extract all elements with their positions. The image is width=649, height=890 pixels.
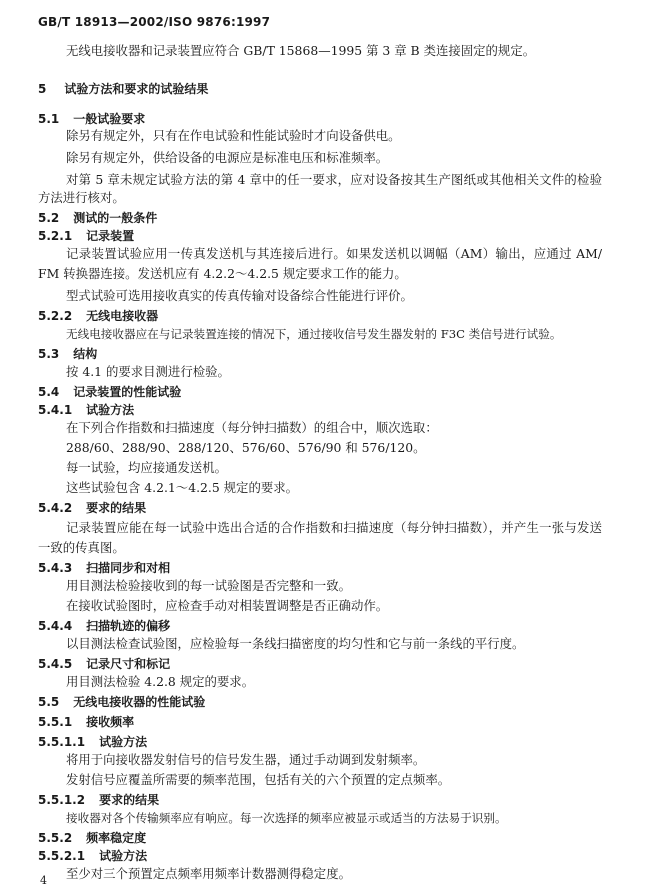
section-heading-5-5-1-2 bbox=[38, 792, 159, 808]
section-number: 5.5.1 bbox=[38, 715, 73, 729]
paragraph-line: 以目测法检查试验图，应检验每一条线扫描密度的均匀性和它与前一条线的平行度。 bbox=[66, 636, 525, 651]
section-heading-5-5-2 bbox=[38, 830, 146, 846]
section-title: 接收频率 bbox=[86, 715, 135, 729]
paragraph-line: 用目测法检验 4.2.8 规定的要求。 bbox=[66, 674, 255, 689]
section-number: 5.5.1.2 bbox=[38, 793, 86, 807]
paragraph-line: 无线电接收器应在与记录装置连接的情况下，通过接收信号发生器发射的 F3C 类信号进行试验。 bbox=[66, 327, 562, 341]
section-heading-5-2-1 bbox=[38, 228, 134, 244]
paragraph-line: 一致的传真图。 bbox=[38, 540, 125, 555]
paragraph-line: 记录装置应能在每一试验中选出合适的合作指数和扫描速度（每分钟扫描数），并产生一张与发送 bbox=[66, 520, 602, 535]
paragraph-line: 在下列合作指数和扫描速度（每分钟扫描数）的组合中，顺次选取： bbox=[66, 420, 438, 435]
section-heading-5-5-1 bbox=[38, 714, 134, 730]
paragraph-line: 在接收试验图时，应检查手动对相装置调整是否正确动作。 bbox=[66, 598, 389, 613]
section-heading-5-2 bbox=[38, 210, 157, 226]
section-heading-5-4-3 bbox=[38, 560, 170, 576]
section-heading-5-5-2-1 bbox=[38, 848, 147, 864]
section-title: 记录装置 bbox=[86, 229, 135, 243]
section-title: 要求的结果 bbox=[99, 793, 160, 807]
section-title: 无线电接收器的性能试验 bbox=[73, 695, 206, 709]
section-number: 5.3 bbox=[38, 347, 60, 361]
section-title: 频率稳定度 bbox=[86, 831, 147, 845]
paragraph-line: 记录装置试验应用一传真发送机与其连接后进行。如果发送机以调幅（AM）输出，应通过 AM/ bbox=[66, 246, 602, 261]
section-heading-5-5-1-1 bbox=[38, 734, 147, 750]
section-heading-5-4-5 bbox=[38, 656, 170, 672]
section-number: 5 bbox=[38, 82, 47, 96]
section-heading-5-3 bbox=[38, 346, 97, 362]
section-number: 5.2.1 bbox=[38, 229, 73, 243]
paragraph-line: 用目测法检验接收到的每一试验图是否完整和一致。 bbox=[66, 578, 351, 593]
section-number: 5.4.5 bbox=[38, 657, 73, 671]
section-title: 要求的结果 bbox=[86, 501, 147, 515]
section-title: 结构 bbox=[73, 347, 98, 361]
section-number: 5.5.2.1 bbox=[38, 849, 86, 863]
section-heading-5-4-1 bbox=[38, 402, 134, 418]
section-title: 试验方法和要求的试验结果 bbox=[64, 82, 209, 96]
section-number: 5.5.1.1 bbox=[38, 735, 86, 749]
section-title: 试验方法 bbox=[99, 849, 148, 863]
section-title: 一般试验要求 bbox=[73, 112, 146, 126]
section-heading-5-5 bbox=[38, 694, 205, 710]
section-number: 5.4.2 bbox=[38, 501, 73, 515]
paragraph-line: 对第 5 章未规定试验方法的第 4 章中的任一要求，应对设备按其生产图纸或其他相关文件的检验 bbox=[66, 172, 602, 187]
paragraph-line: 接收器对各个传输频率应有响应。每一次选择的频率应被显示或适当的方法易于识别。 bbox=[66, 811, 507, 825]
section-heading-5-1 bbox=[38, 111, 145, 127]
page-number: 4 bbox=[40, 874, 47, 887]
paragraph-line: 这些试验包含 4.2.1～4.2.5 规定的要求。 bbox=[66, 480, 299, 495]
section-heading-5-4-4 bbox=[38, 618, 170, 634]
paragraph-line: 至少对三个预置定点频率用频率计数器测得稳定度。 bbox=[66, 866, 351, 881]
section-title: 无线电接收器 bbox=[86, 309, 159, 323]
section-title: 扫描轨迹的偏移 bbox=[86, 619, 171, 633]
section-number: 5.2 bbox=[38, 211, 60, 225]
section-title: 试验方法 bbox=[99, 735, 148, 749]
paragraph-line: 除另有规定外，只有在作电试验和性能试验时才向设备供电。 bbox=[66, 128, 401, 143]
section-number: 5.2.2 bbox=[38, 309, 73, 323]
paragraph-line: FM 转换器连接。发送机应有 4.2.2～4.2.5 规定要求工作的能力。 bbox=[38, 266, 407, 281]
section-title: 记录装置的性能试验 bbox=[73, 385, 182, 399]
section-heading-5-4-2 bbox=[38, 500, 146, 516]
section-number: 5.5.2 bbox=[38, 831, 73, 845]
paragraph-line: 方法进行核对。 bbox=[38, 190, 125, 205]
paragraph-line: 型式试验可选用接收真实的传真传输对设备综合性能进行评价。 bbox=[66, 288, 413, 303]
section-number: 5.4.1 bbox=[38, 403, 73, 417]
paragraph-line: 除另有规定外，供给设备的电源应是标准电压和标准频率。 bbox=[66, 150, 389, 165]
section-number: 5.1 bbox=[38, 112, 60, 126]
paragraph-line: 发射信号应覆盖所需要的频率范围，包括有关的六个预置的定点频率。 bbox=[66, 772, 451, 787]
paragraph-line: 每一试验，均应接通发送机。 bbox=[66, 460, 228, 475]
section-title: 记录尺寸和标记 bbox=[86, 657, 171, 671]
section-title: 扫描同步和对相 bbox=[86, 561, 171, 575]
section-heading-5-4 bbox=[38, 384, 181, 400]
section-title: 测试的一般条件 bbox=[73, 211, 158, 225]
paragraph-line: 288/60、288/90、288/120、576/60、576/90 和 576/120。 bbox=[66, 440, 426, 455]
paragraph-line: 无线电接收器和记录装置应符合 GB/T 15868—1995 第 3 章 B 类连接固定的规定。 bbox=[66, 43, 536, 58]
paragraph-line: 按 4.1 的要求目测进行检验。 bbox=[66, 364, 230, 379]
section-heading-5 bbox=[38, 81, 208, 97]
paragraph-line: 将用于向接收器发射信号的信号发生器，通过手动调到发射频率。 bbox=[66, 752, 426, 767]
section-title: 试验方法 bbox=[86, 403, 135, 417]
section-number: 5.5 bbox=[38, 695, 60, 709]
section-number: 5.4.3 bbox=[38, 561, 73, 575]
standard-header: GB/T 18913—2002/ISO 9876:1997 bbox=[38, 15, 271, 29]
section-number: 5.4 bbox=[38, 385, 60, 399]
section-heading-5-2-2 bbox=[38, 308, 158, 324]
section-number: 5.4.4 bbox=[38, 619, 73, 633]
